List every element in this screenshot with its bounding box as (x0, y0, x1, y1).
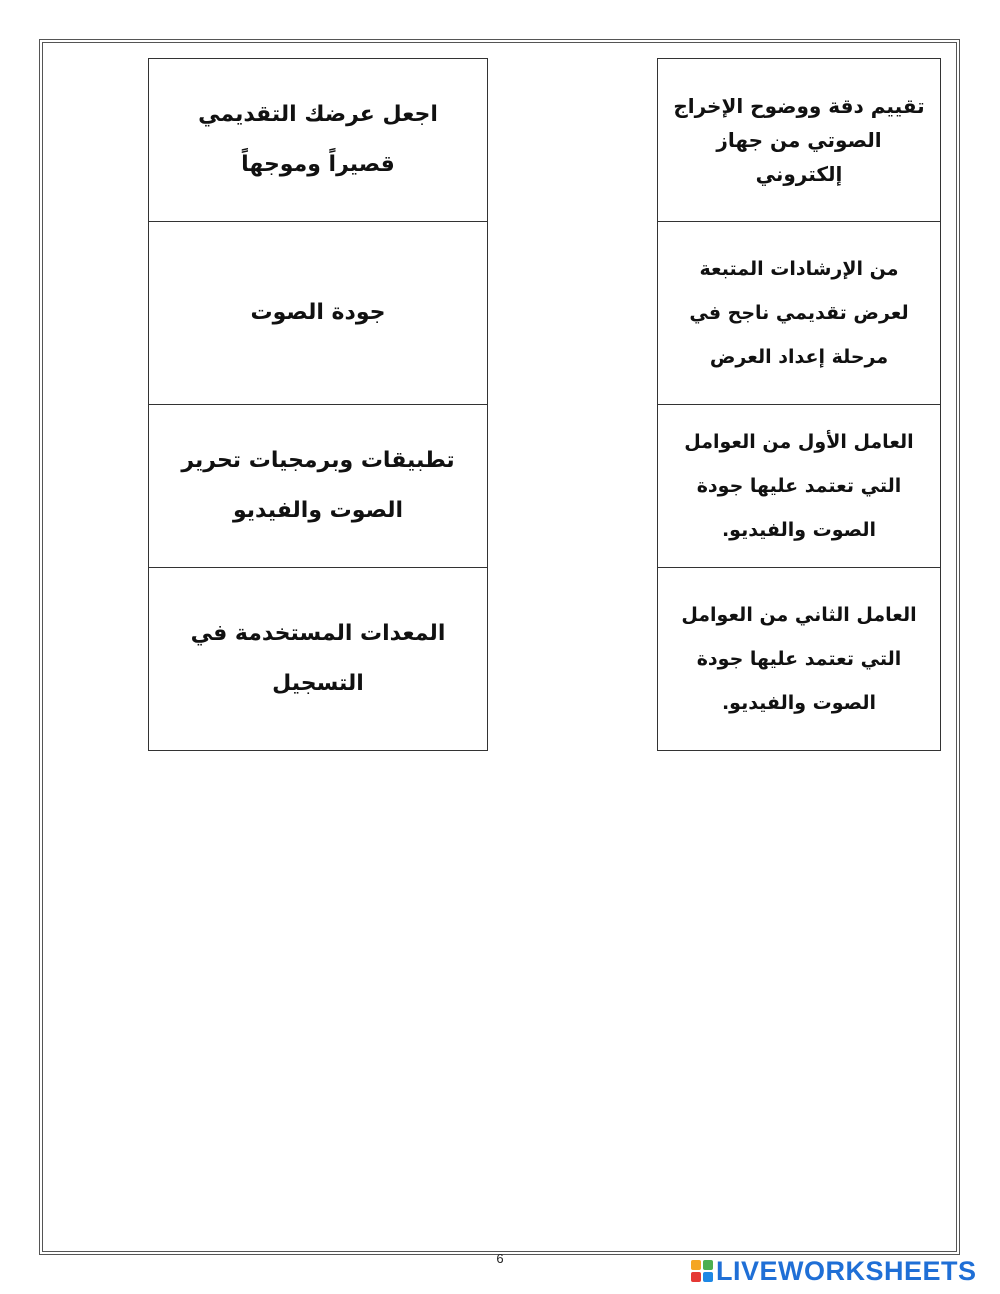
right-card-3[interactable]: العامل الأول من العوامل التي تعتمد عليها جودة الصوت والفيديو. (658, 405, 940, 568)
logo-square-icon (703, 1260, 713, 1270)
logo-square-icon (703, 1272, 713, 1282)
left-card-4[interactable]: المعدات المستخدمة في التسجيل (190, 621, 446, 696)
logo-square-icon (691, 1260, 701, 1270)
liveworksheets-brand (691, 1255, 977, 1287)
right-card-2[interactable]: من الإرشادات المتبعة لعرض تقديمي ناجح في مرحلة إعداد العرض (658, 222, 940, 405)
right-card-1[interactable]: تقييم دقة ووضوح الإخراج الصوتي من جهاز إلكتروني (658, 59, 940, 222)
left-card-2[interactable]: جودة الصوت (149, 222, 487, 405)
matching-column-left (148, 58, 488, 751)
liveworksheets-logo-icon (691, 1260, 713, 1282)
left-card-1[interactable]: اجعل عرضك التقديمي قصيراً وموجهاً (149, 59, 487, 222)
page-number: 6 (496, 1251, 504, 1266)
left-card-3[interactable]: تطبيقات وبرمجيات تحرير الصوت والفيديو (149, 405, 487, 568)
matching-column-right (657, 58, 941, 751)
brand-name: LIVEWORKSHEETS (716, 1256, 977, 1286)
right-card-4[interactable]: العامل الثاني من العوامل التي تعتمد عليها جودة الصوت والفيديو. (681, 604, 917, 714)
logo-square-icon (691, 1272, 701, 1282)
